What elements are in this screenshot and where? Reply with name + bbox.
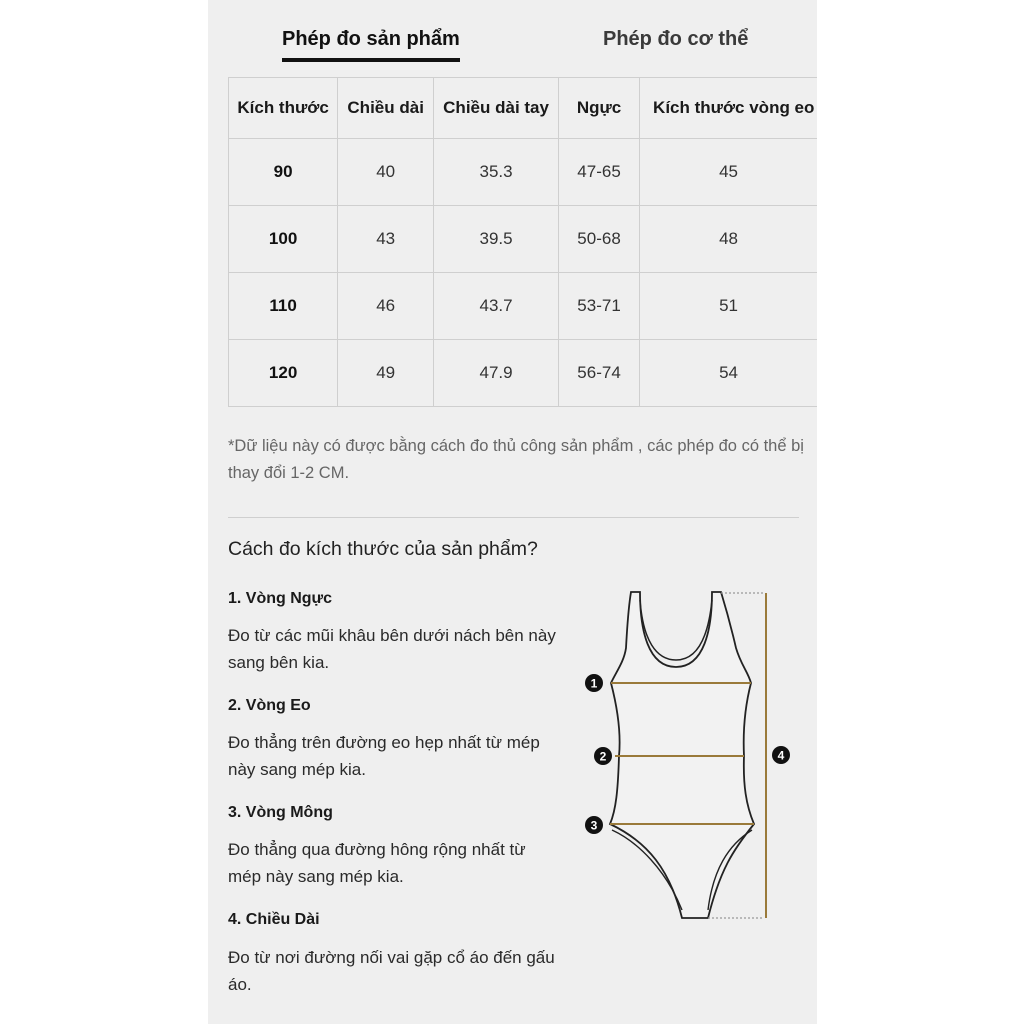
cell-size: 120 xyxy=(229,340,338,407)
cell-size: 90 xyxy=(229,139,338,206)
step-waist-desc: Đo thẳng trên đường eo hẹp nhất từ mép này sang mép kia. xyxy=(228,733,540,779)
howto-title: Cách đo kích thước của sản phẩm? xyxy=(228,538,538,560)
svg-text:2: 2 xyxy=(599,749,607,764)
cell-length: 40 xyxy=(338,139,434,206)
cell-chest: 50-68 xyxy=(559,206,640,273)
step-chest-title: 1. Vòng Ngực xyxy=(228,590,333,607)
header-length: Chiều dài xyxy=(338,78,434,139)
measurement-note: *Dữ liệu này có được bằng cách đo thủ công sản phẩm , các phép đo có thể bị thay đổi 1-2 CM. xyxy=(228,437,804,482)
marker-2 xyxy=(594,747,612,765)
svg-text:1: 1 xyxy=(590,676,598,691)
cell-waist: 54 xyxy=(640,340,817,407)
tab-body-label: Phép đo cơ thể xyxy=(603,28,749,50)
cell-size: 110 xyxy=(229,273,338,340)
cell-waist: 51 xyxy=(640,273,817,340)
cell-length: 46 xyxy=(338,273,434,340)
header-size: Kích thước xyxy=(229,78,338,139)
swimsuit-outline-icon xyxy=(208,0,817,1024)
cell-sleeve-length: 35.3 xyxy=(434,139,559,206)
cell-waist: 48 xyxy=(640,206,817,273)
marker-3 xyxy=(585,816,603,834)
marker-4 xyxy=(772,746,790,764)
cell-sleeve-length: 47.9 xyxy=(434,340,559,407)
step-waist-title: 2. Vòng Eo xyxy=(228,697,311,714)
step-length-desc: Đo từ nơi đường nối vai gặp cổ áo đến gấu áo. xyxy=(228,948,555,994)
step-hip-title: 3. Vòng Mông xyxy=(228,804,333,821)
cell-waist: 45 xyxy=(640,139,817,206)
tab-product-label: Phép đo sản phẩm xyxy=(282,28,460,50)
cell-sleeve-length: 39.5 xyxy=(434,206,559,273)
cell-size: 100 xyxy=(229,206,338,273)
header-sleeve-length: Chiều dài tay xyxy=(434,78,559,139)
cell-chest: 47-65 xyxy=(559,139,640,206)
step-hip-desc: Đo thẳng qua đường hông rộng nhất từ mép này sang mép kia. xyxy=(228,840,526,886)
step-chest-desc: Đo từ các mũi khâu bên dưới nách bên này sang bên kia. xyxy=(228,626,556,672)
header-waist: Kích thước vòng eo xyxy=(640,78,817,139)
header-chest: Ngực xyxy=(559,78,640,139)
cell-length: 43 xyxy=(338,206,434,273)
cell-sleeve-length: 43.7 xyxy=(434,273,559,340)
step-length-title: 4. Chiều Dài xyxy=(228,911,320,928)
cell-length: 49 xyxy=(338,340,434,407)
cell-chest: 56-74 xyxy=(559,340,640,407)
marker-1 xyxy=(585,674,603,692)
size-guide-panel xyxy=(208,0,817,1024)
svg-text:4: 4 xyxy=(777,748,785,763)
cell-chest: 53-71 xyxy=(559,273,640,340)
svg-text:3: 3 xyxy=(590,818,598,833)
